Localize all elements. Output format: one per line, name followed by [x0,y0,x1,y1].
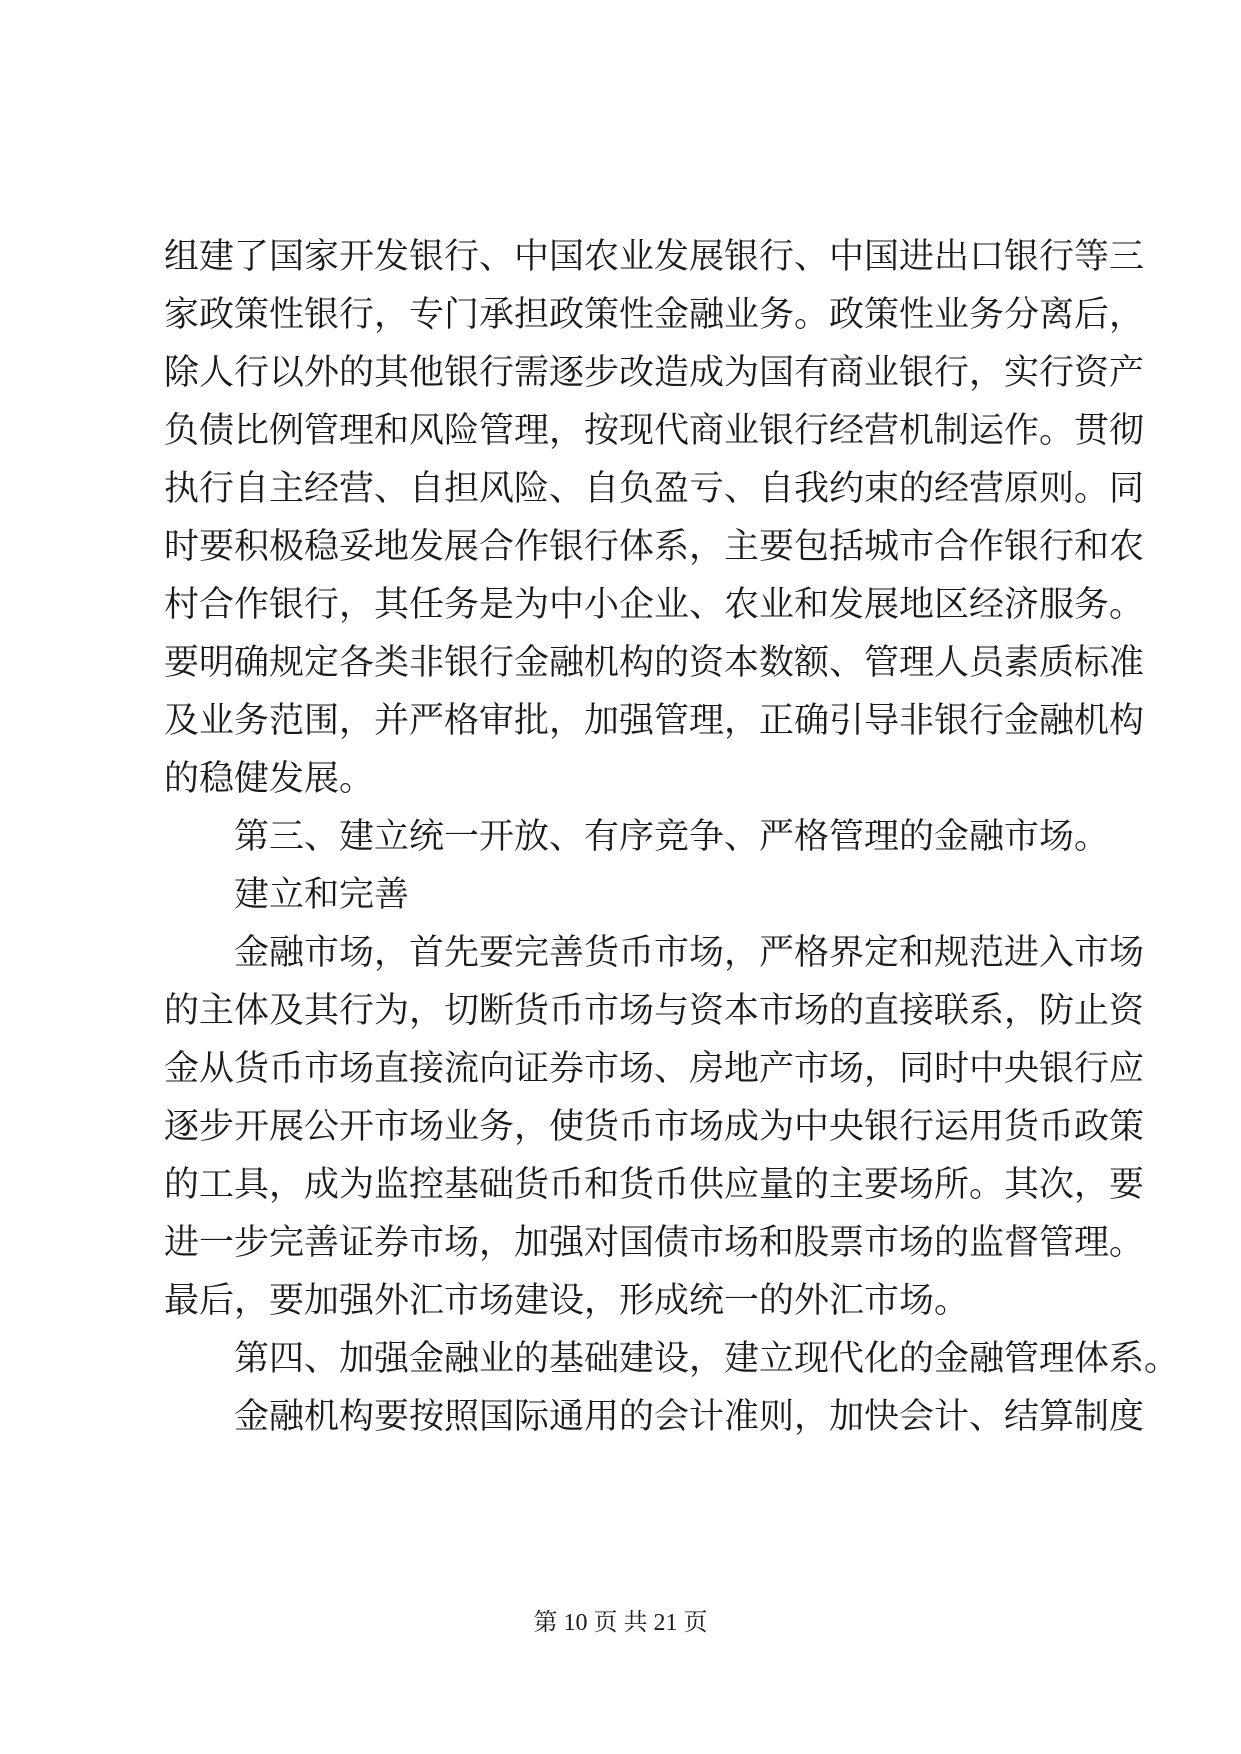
text-line-17: 的工具，成为监控基础货币和货币供应量的主要场所。其次，要 [164,1165,1145,1205]
text-line-2: 家政策性银行，专门承担政策性金融业务。政策性业务分离后， [164,295,1145,335]
text-line-16: 逐步开展公开市场业务，使货币市场成为中央银行运用货币政策 [164,1107,1145,1147]
text-line-14: 的主体及其行为，切断货币市场与资本市场的直接联系，防止资 [164,991,1145,1031]
text-line-12: 建立和完善 [234,875,410,915]
text-line-19: 最后，要加强外汇市场建设，形成统一的外汇市场。 [164,1281,970,1321]
text-line-4: 负债比例管理和风险管理，按现代商业银行经营机制运作。贯彻 [164,411,1145,451]
text-line-5: 执行自主经营、自担风险、自负盈亏、自我约束的经营原则。同 [164,469,1145,509]
document-body [164,228,1180,1446]
text-line-1: 组建了国家开发银行、中国农业发展银行、中国进出口银行等三 [164,237,1145,277]
text-line-9: 及业务范围，并严格审批，加强管理，正确引导非银行金融机构 [164,701,1145,741]
text-line-8: 要明确规定各类非银行金融机构的资本数额、管理人员素质标准 [164,643,1145,683]
text-line-6: 时要积极稳妥地发展合作银行体系，主要包括城市合作银行和农 [164,527,1145,567]
page-number-footer: 第 10 页 共 21 页 [533,1610,708,1636]
text-line-3: 除人行以外的其他银行需逐步改造成为国有商业银行，实行资产 [164,353,1145,393]
section-heading-3: 第三、建立统一开放、有序竞争、严格管理的金融市场。 [234,817,1110,857]
text-line-18: 进一步完善证券市场，加强对国债市场和股票市场的监督管理。 [164,1223,1145,1263]
text-line-13: 金融市场，首先要完善货币市场，严格界定和规范进入市场 [234,933,1145,973]
text-line-7: 村合作银行，其任务是为中小企业、农业和发展地区经济服务。 [164,585,1145,625]
text-line-10: 的稳健发展。 [164,759,375,799]
text-line-15: 金从货币市场直接流向证券市场、房地产市场，同时中央银行应 [164,1049,1145,1089]
text-line-21: 金融机构要按照国际通用的会计准则，加快会计、结算制度 [234,1397,1145,1437]
section-heading-4: 第四、加强金融业的基础建设，建立现代化的金融管理体系。 [234,1339,1180,1379]
